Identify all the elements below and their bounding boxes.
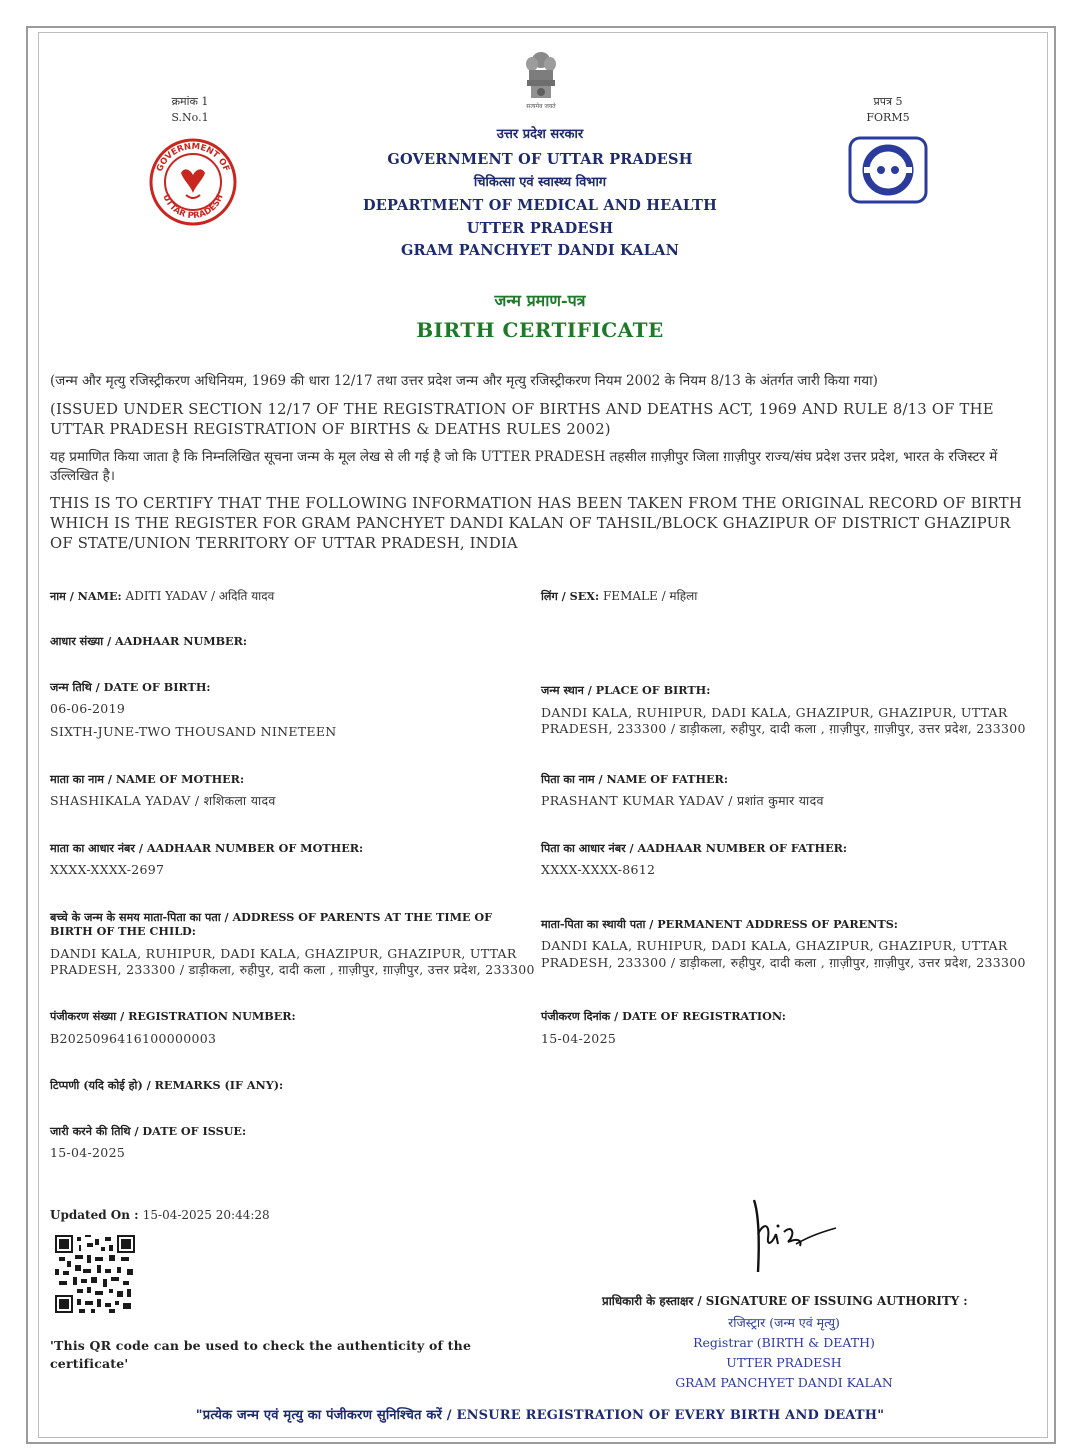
name-value: ADITI YADAV / अदिति यादव (125, 589, 275, 603)
dob-value: 06-06-2019 (50, 701, 126, 716)
qr-note-line-2: certificate' (50, 1356, 129, 1371)
signature-label: प्राधिकारी के हस्ताक्षर / SIGNATURE OF ISSUING AUTHORITY : (602, 1294, 968, 1308)
seal-bottom-text: UTTAR PRADESH (160, 193, 226, 222)
panchayat-name: GRAM PANCHYET DANDI KALAN (400, 242, 680, 259)
govt-name-hi: उत्तर प्रदेश सरकार (496, 127, 584, 142)
department-name-hi: चिकित्सा एवं स्वास्थ्य विभाग (473, 175, 607, 190)
issued-under-hi: (जन्म और मृत्यु रजिस्ट्रीकरण अधिनियम, 1969 की धारा 12/17 तथा उत्तर प्रदेश जन्म और मृत्यु रजिस्ट्रीकरण नियम 2002 के नियम 8/13 के अंतर्गत जारी किया गया) (50, 373, 878, 389)
mother-name-value: SHASHIKALA YADAV / शशिकला यादव (50, 793, 276, 808)
handwritten-signature (740, 1192, 840, 1282)
remarks-label: टिप्पणी (यदि कोई हो) / REMARKS (IF ANY): (50, 1078, 284, 1092)
father-name-label: पिता का नाम / NAME OF FATHER: (541, 772, 728, 786)
name-field (50, 588, 274, 605)
certify-text-en: THIS IS TO CERTIFY THAT THE FOLLOWING INFORMATION HAS BEEN TAKEN FROM THE ORIGINAL RECORD OF BIRTH WHICH IS THE REGISTER FOR GRAM PANCHYET DANDI KALAN OF TAHSIL/BLOCK GHAZIPUR OF DISTRICT GHAZIPUR OF STATE/UNION TERRITORY OF UTTAR PRADESH, INDIA (50, 495, 1022, 552)
dob-words: SIXTH-JUNE-TWO THOUSAND NINETEEN (50, 724, 337, 739)
serial-number-hi: क्रमांक 1 (171, 95, 209, 108)
registrar-panchayat: GRAM PANCHYET DANDI KALAN (675, 1375, 893, 1390)
address-at-birth-label-2: BIRTH OF THE CHILD: (50, 924, 196, 938)
pob-line-1: DANDI KALA, RUHIPUR, DADI KALA, GHAZIPUR, GHAZIPUR, UTTAR (541, 705, 1008, 720)
pob-label: जन्म स्थान / PLACE OF BIRTH: (541, 683, 711, 697)
qr-code[interactable] (55, 1235, 135, 1313)
registrar-title-hi: रजिस्ट्रार (जन्म एवं मृत्यु) (728, 1315, 840, 1330)
permanent-address-label: माता-पिता का स्थायी पता / PERMANENT ADDRESS OF PARENTS: (541, 917, 898, 931)
issue-date-label: जारी करने की तिथि / DATE OF ISSUE: (50, 1124, 247, 1138)
mother-name-label: माता का नाम / NAME OF MOTHER: (50, 772, 245, 786)
sex-label: लिंग / SEX: (541, 589, 600, 603)
footer-slogan: "प्रत्येक जन्म एवं मृत्यु का पंजीकरण सुनिश्चित करें / ENSURE REGISTRATION OF EVERY BIRTH AND DEATH" (195, 1408, 885, 1423)
issue-date-value: 15-04-2025 (50, 1145, 126, 1160)
seal-top-text: GOVERNMENT OF (154, 141, 232, 174)
address-at-birth-label-1: बच्चे के जन्म के समय माता-पिता का पता / ADDRESS OF PARENTS AT THE TIME OF (50, 910, 493, 924)
address-at-birth-line-1: DANDI KALA, RUHIPUR, DADI KALA, GHAZIPUR, GHAZIPUR, UTTAR (50, 946, 517, 961)
father-aadhaar-value: XXXX-XXXX-8612 (541, 862, 656, 877)
title-hi: जन्म प्रमाण-पत्र (494, 291, 586, 310)
updated-on (50, 1207, 270, 1224)
father-name-value: PRASHANT KUMAR YADAV / प्रशांत कुमार यादव (541, 793, 824, 808)
govt-name-en: GOVERNMENT OF UTTAR PRADESH (387, 151, 693, 168)
mother-aadhaar-value: XXXX-XXXX-2697 (50, 862, 165, 877)
qr-note-line-1: 'This QR code can be used to check the authenticity of the (50, 1338, 472, 1353)
permanent-address-line-1: DANDI KALA, RUHIPUR, DADI KALA, GHAZIPUR, GHAZIPUR, UTTAR (541, 938, 1008, 953)
sex-field (541, 588, 697, 605)
issued-under-en: (ISSUED UNDER SECTION 12/17 OF THE REGISTRATION OF BIRTHS AND DEATHS ACT, 1969 AND RULE 8/13 OF THE UTTAR PRADESH REGISTRATION OF BIRTHS & DEATHS RULES 2002) (50, 401, 994, 438)
updated-on-label: Updated On : (50, 1208, 139, 1222)
updated-on-value: 15-04-2025 20:44:28 (142, 1208, 270, 1222)
registrar-block (654, 1313, 914, 1393)
serial-number-en: S.No.1 (171, 111, 209, 124)
certify-text-hi: यह प्रमाणित किया जाता है कि निम्नलिखित सूचना जन्म के मूल लेख से ली गई है जो कि UTTER PRADESH तहसील ग़ाज़ीपुर जिला ग़ाज़ीपुर राज्य/संघ प्रदेश उत्तर प्रदेश, भारत के रजिस्टर में उल्लिखित है। (50, 449, 998, 484)
registrar-title-en: Registrar (BIRTH & DEATH) (693, 1335, 875, 1350)
page-title: BIRTH CERTIFICATE (416, 318, 664, 342)
father-aadhaar-label: पिता का आधार नंबर / AADHAAR NUMBER OF FATHER: (541, 841, 848, 855)
registration-date-label: पंजीकरण दिनांक / DATE OF REGISTRATION: (541, 1009, 786, 1023)
permanent-address-line-2: PRADESH, 233300 / डाड़ीकला, रुहीपुर, दादी कला , ग़ाज़ीपुर, ग़ाज़ीपुर, उत्तर प्रदेश, 233300 (541, 955, 1026, 970)
header-block (0, 126, 1080, 262)
aadhaar-label: आधार संख्या / AADHAAR NUMBER: (50, 634, 248, 648)
serial-number (150, 94, 230, 126)
registration-number-label: पंजीकरण संख्या / REGISTRATION NUMBER: (50, 1009, 296, 1023)
form-number-hi: प्रपत्र 5 (873, 95, 903, 108)
qr-note (50, 1337, 471, 1373)
registration-number-value: B2025096416100000003 (50, 1031, 217, 1046)
form-number (846, 94, 930, 126)
pob-line-2: PRADESH, 233300 / डाड़ीकला, रुहीपुर, दादी कला , ग़ाज़ीपुर, ग़ाज़ीपुर, उत्तर प्रदेश, 233300 (541, 721, 1026, 736)
mother-aadhaar-label: माता का आधार नंबर / AADHAAR NUMBER OF MOTHER: (50, 841, 364, 855)
registrar-state: UTTER PRADESH (726, 1355, 842, 1370)
form-number-en: FORM5 (866, 111, 910, 124)
department-name-en: DEPARTMENT OF MEDICAL AND HEALTH (362, 197, 717, 214)
state-name: UTTER PRADESH (466, 220, 614, 237)
registration-date-value: 15-04-2025 (541, 1031, 617, 1046)
name-label: नाम / NAME: (50, 589, 122, 603)
sex-value: FEMALE / महिला (602, 589, 698, 603)
dob-label: जन्म तिथि / DATE OF BIRTH: (50, 680, 211, 694)
address-at-birth-line-2: PRADESH, 233300 / डाड़ीकला, रुहीपुर, दादी कला , ग़ाज़ीपुर, ग़ाज़ीपुर, उत्तर प्रदेश, 233300 (50, 962, 535, 977)
national-emblem-icon (519, 48, 563, 110)
emblem-caption: सत्यमेव जयते (526, 103, 556, 110)
